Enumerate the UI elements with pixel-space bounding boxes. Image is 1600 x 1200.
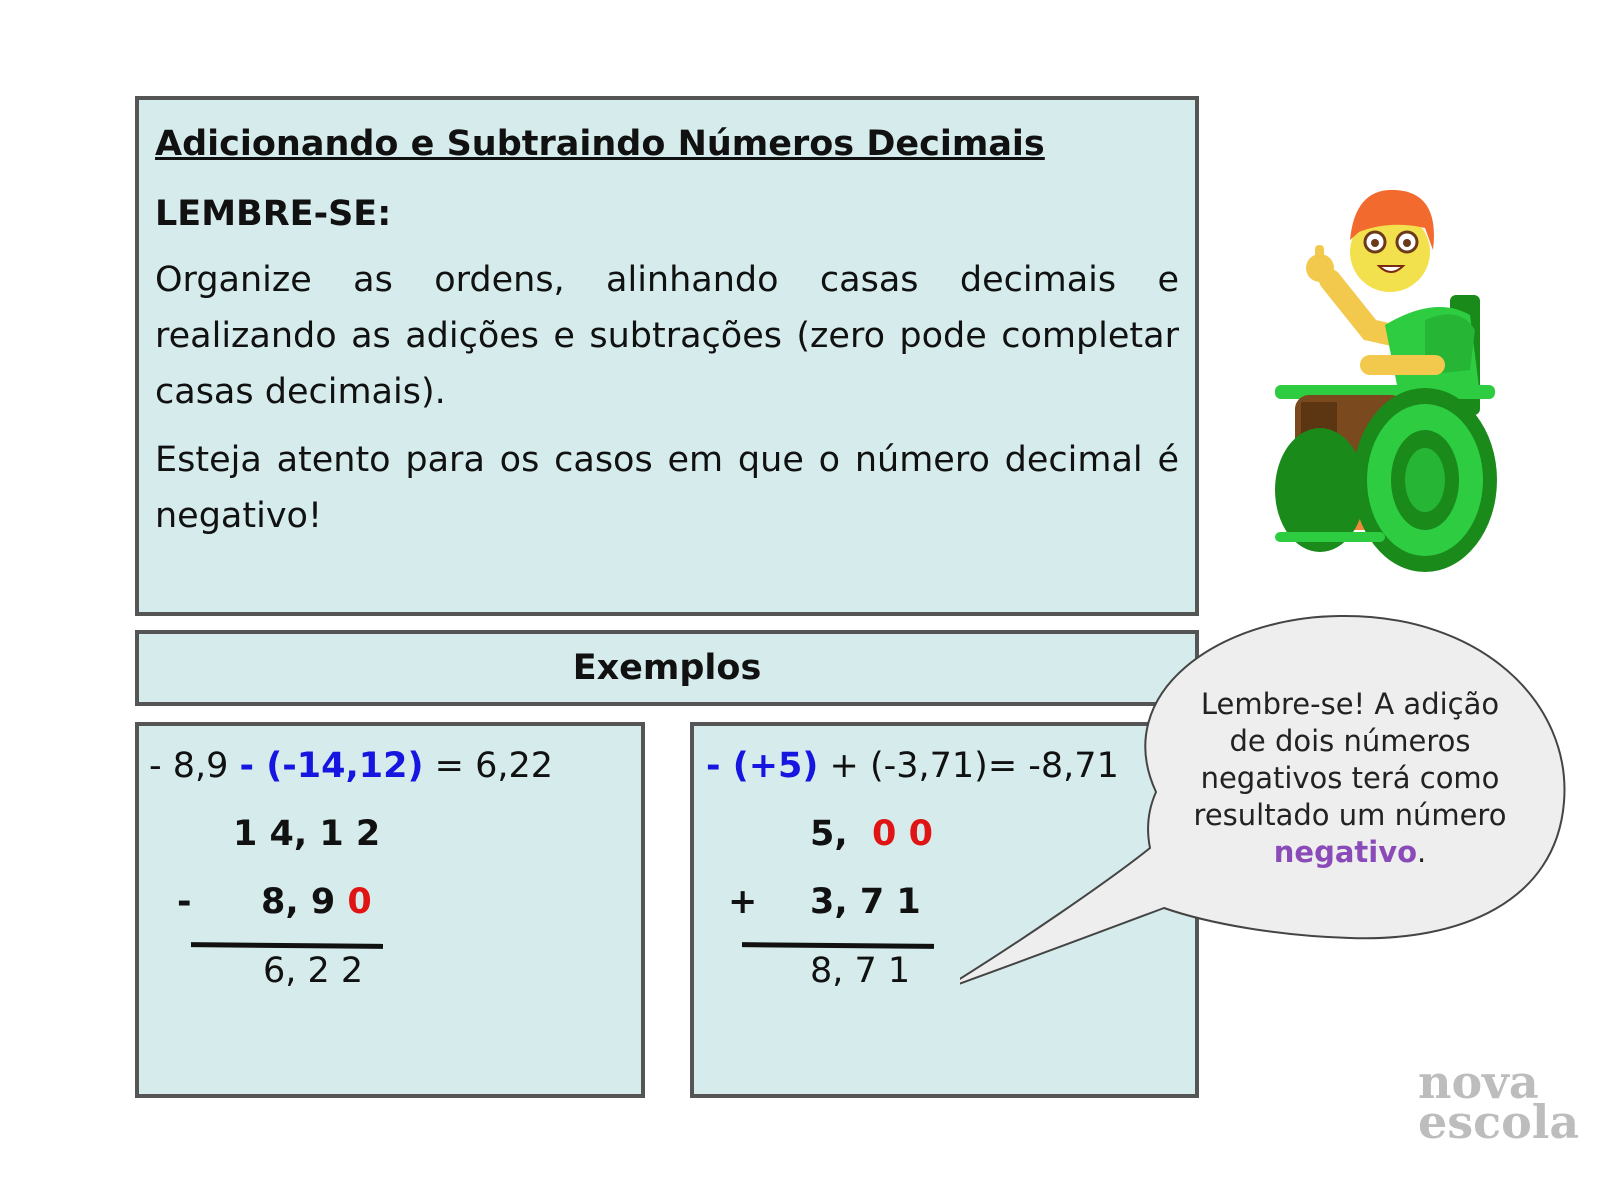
bubble-message: Lembre-se! A adição de dois números negativos terá como resultado um número	[1193, 687, 1507, 832]
completing-zeros: 0 0	[872, 814, 933, 854]
result-row: 8, 7 1	[810, 951, 911, 991]
remember-heading: LEMBRE-SE:	[155, 194, 392, 234]
subtrahend-row	[261, 882, 372, 922]
addend-row-2: 3, 7 1	[810, 882, 921, 922]
sum-line	[191, 942, 383, 949]
rules-panel	[135, 96, 1199, 616]
example-left-panel	[135, 722, 645, 1098]
result-row: 6, 2 2	[263, 951, 364, 991]
addend-row-1	[810, 814, 933, 854]
equation-term: - 8,9	[149, 746, 240, 786]
plus-sign: +	[728, 882, 758, 922]
equation-result: = 6,22	[423, 746, 554, 786]
nova-escola-logo	[1418, 1055, 1580, 1149]
minuend-row: 1 4, 1 2	[233, 814, 381, 854]
equation-highlight: - (+5)	[706, 746, 819, 786]
equation-highlight: - (-14,12)	[239, 746, 424, 786]
speech-bubble-text	[1185, 686, 1515, 871]
addend-value: 5,	[810, 814, 848, 854]
examples-header: Exemplos	[135, 630, 1199, 706]
minus-sign: -	[177, 882, 192, 922]
completing-zero: 0	[347, 882, 372, 922]
sum-line	[742, 942, 934, 949]
rule-paragraph-1: Organize as ordens, alinhando casas decimais e realizando as adições e subtrações (zero pode completar casas decimais).	[155, 260, 1179, 412]
logo-line-1: nova	[1418, 1055, 1539, 1109]
subtrahend-value: 8, 9	[261, 882, 348, 922]
rule-paragraph-2: Esteja atento para os casos em que o número decimal é negativo!	[155, 440, 1179, 536]
example-left-equation	[149, 746, 553, 786]
person-in-wheelchair-icon	[1275, 180, 1540, 595]
logo-line-2: escola	[1418, 1095, 1580, 1149]
bubble-emphasis: negativo	[1273, 835, 1418, 869]
page-title: Adicionando e Subtraindo Números Decimais	[155, 124, 1045, 164]
equation-rest: + (-3,71)= -8,71	[818, 746, 1119, 786]
bubble-period: .	[1417, 835, 1427, 869]
